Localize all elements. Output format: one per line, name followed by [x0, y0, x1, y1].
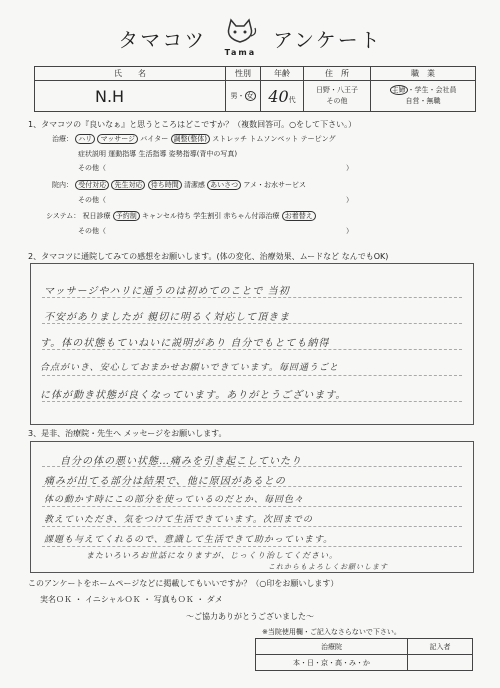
office-clinics: 本・日・京・高・み・か [256, 655, 408, 671]
q2-line: 合点がいき、安心しておまかせお願いできています。毎回通うごと [40, 363, 339, 373]
q3-line: 教えていただき、気をつけて生活できています。次回までの [44, 515, 313, 525]
treatment-other [78, 163, 353, 173]
clinic-reception: 受付対応 [75, 180, 109, 190]
office-table [255, 638, 473, 671]
q3-line: 自分の体の悪い状態…痛みを引き起こしていたり [60, 456, 302, 467]
q3-line: 課題も与えてくれるので、意識して生活できて助かっています。 [44, 535, 334, 545]
clinic-clean: 清潔感 [183, 181, 205, 189]
other-close: ） [346, 227, 353, 235]
q3-text: 3、是非、治療院・先生へ メッセージをお願いします。 [28, 429, 227, 438]
office-writer-cell [408, 655, 473, 671]
clinic-candy: アメ・お水サービス [243, 181, 306, 189]
q3-line: 体の動かす時にこの部分を使っているのだとか、毎回色々 [44, 495, 305, 505]
title-right: アンケート [272, 27, 382, 52]
info-table [34, 66, 476, 112]
treatment-biter: バイター [140, 135, 169, 143]
q2-line: す。体の状態もていねいに説明があり 自分でもとても納得 [40, 338, 330, 349]
clinic-doctor: 先生対応 [111, 180, 145, 190]
treatment-life: 生活指導 [138, 150, 167, 158]
gender-male: 男 [230, 91, 238, 100]
gender-cell: 男・ 女 [226, 81, 261, 112]
q3-extra: これからもよろしくお願いします [268, 563, 388, 571]
job-2: 自営・無職 [405, 97, 441, 105]
age-value: 40 [268, 86, 289, 106]
q2-text: 2、タマコツに通院してみての感想をお願いします。(体の変化、治療効果、ムードなど なんでもOK) [28, 252, 389, 261]
thanks-text: ～ご協力ありがとうございました～ [186, 612, 314, 621]
treatment-row [52, 134, 336, 144]
treatment-label: 治療： [52, 135, 73, 143]
col-job: 職 業 [371, 67, 476, 81]
system-other [78, 226, 353, 236]
clinic-row [52, 180, 306, 190]
office-col-clinic: 治療院 [256, 639, 408, 655]
address-cell [304, 81, 371, 112]
treatment-taping: テーピング [300, 135, 336, 143]
system-cancel: キャンセル待ち [142, 212, 192, 220]
job-1-rest: ・学生・会社員 [407, 86, 457, 94]
clinic-wait: 待ち時間 [148, 180, 182, 190]
clinic-greeting: あいさつ [207, 180, 241, 190]
cat-logo-icon [221, 18, 259, 58]
other-label: その他（ [78, 164, 106, 172]
col-name: 氏 名 [35, 67, 226, 81]
system-label: システム： [46, 212, 81, 220]
q2-line: 不安がありましたが 親切に明るく対応して頂きま [44, 312, 291, 323]
system-reservation: 予約制 [113, 211, 140, 221]
q4-text: このアンケートをホームページなどに掲載してもいいですか？（○印をお願いします） [28, 579, 339, 588]
logo-text: Tama [224, 48, 257, 57]
clinic-label: 院内： [52, 181, 73, 189]
other-label: その他（ [78, 196, 106, 204]
job-1: 主婦 [391, 86, 406, 94]
treatment-thompson: トムソンベット [249, 135, 299, 143]
system-row [46, 211, 316, 221]
col-address: 住 所 [304, 67, 371, 81]
age-unit: 代 [288, 95, 296, 104]
q4-options: 実名ＯＫ ・ イニシャルＯＫ ・ 写真もＯＫ ・ ダメ [40, 595, 223, 604]
title-left: タマコツ [118, 27, 207, 52]
other-close: ） [346, 164, 353, 172]
q3-line: またいろいろお世話になりますが、じっくり治してください。 [86, 551, 338, 560]
treatment-row-2 [78, 149, 237, 159]
clinic-other [78, 195, 353, 205]
q2-line: に体が動き状態が良くなっています。ありがとうございます。 [40, 390, 347, 401]
system-baby: 赤ちゃん付添治療 [223, 212, 280, 220]
system-change: お着替え [282, 211, 316, 221]
treatment-stretch: ストレッチ [212, 135, 248, 143]
treatment-exercise: 運動指導 [108, 150, 137, 158]
addr-1: 日野・八王子 [316, 86, 358, 94]
treatment-hari: ハリ [75, 134, 95, 144]
office-col-writer: 記入者 [408, 639, 473, 655]
other-label: その他（ [78, 227, 106, 235]
treatment-explain: 症状説明 [78, 150, 106, 158]
other-close: ） [346, 196, 353, 204]
col-gender: 性別 [226, 67, 261, 81]
name-value: N.H [35, 81, 226, 112]
page-title [0, 18, 500, 58]
treatment-posture: 姿勢指導(背中の写真) [168, 150, 238, 158]
job-cell [371, 81, 476, 112]
gender-female: 女 [246, 91, 254, 100]
office-note: ※当院使用欄・ご記入なさらないで下さい。 [262, 628, 401, 636]
q1-text: 1、タマコツの『良いなぁ』と思うところはどこですか？（複数回答可。○をして下さい。） [28, 120, 357, 129]
system-student: 学生割引 [193, 212, 222, 220]
treatment-seitai: 調整(整体) [171, 134, 210, 144]
q3-line: 痛みが出てる部分は結果で、他に原因があるとの [44, 476, 286, 487]
treatment-massage: マッサージ [97, 134, 138, 144]
q2-line: マッサージやハリに通うのは初めてのことで 当初 [44, 286, 290, 297]
system-holiday: 祝日診療 [82, 212, 111, 220]
addr-2: その他 [326, 97, 348, 105]
age-cell [261, 81, 304, 112]
col-age: 年齢 [261, 67, 304, 81]
